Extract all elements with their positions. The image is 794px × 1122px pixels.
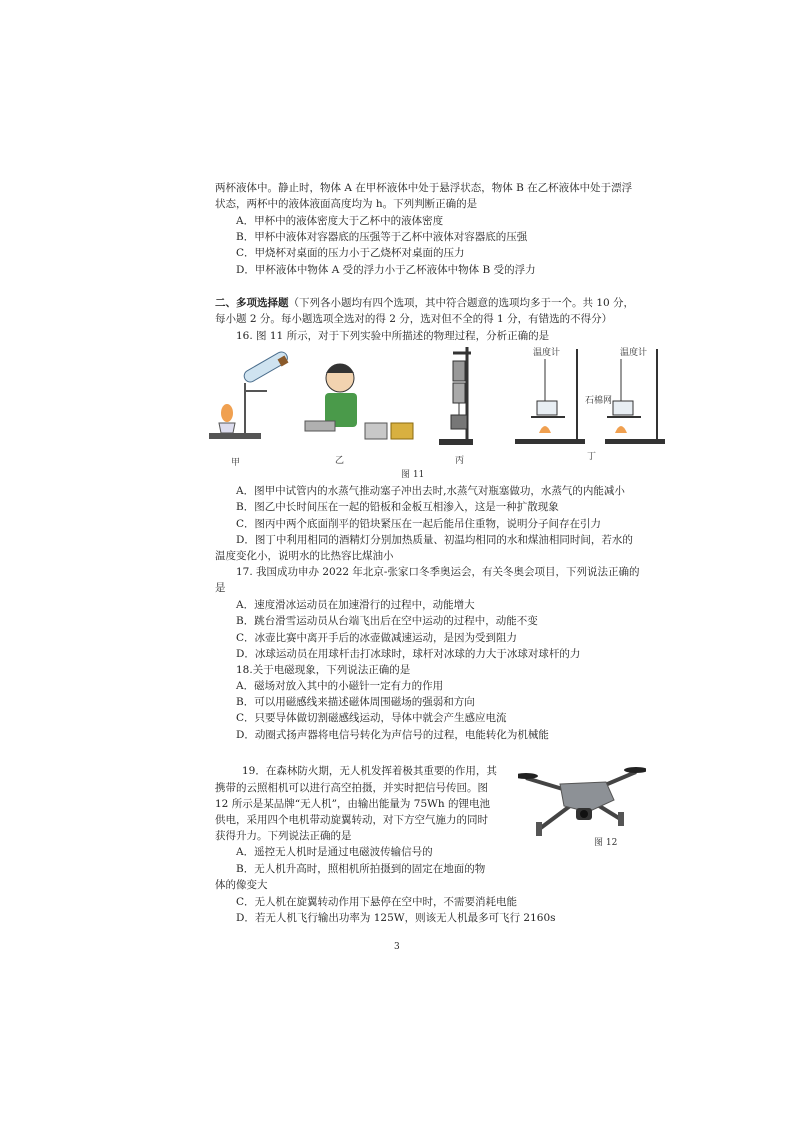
figure-label-jia: 甲 — [231, 458, 241, 468]
section2-heading-line — [215, 296, 634, 310]
figure-label-bing: 丙 — [455, 456, 465, 466]
q19-option-a: A．遥控无人机时是通过电磁波传输信号的 — [236, 846, 433, 858]
q16-option-a: A．图甲中试管内的水蒸气推动塞子冲出去时,水蒸气对瓶塞做功，水蒸气的内能减小 — [236, 485, 625, 497]
figure-11-drawing — [205, 343, 665, 483]
q17-option-b: B．跳台滑雪运动员从台端飞出后在空中运动的过程中，动能不变 — [236, 615, 538, 627]
q18-option-a: A．磁场对放入其中的小磁针一定有力的作用 — [236, 680, 444, 692]
q15-line1: 两杯液体中。静止时，物体 A 在甲杯液体中处于悬浮状态，物体 B 在乙杯液体中处于漂浮 — [215, 182, 633, 194]
figure-label-yi: 乙 — [335, 456, 345, 466]
figure-11 — [205, 343, 665, 483]
q18-option-d: D．动圈式扬声器将电信号转化为声信号的过程，电能转化为机械能 — [236, 729, 549, 741]
q16-option-c: C．图丙中两个底面削平的铅块紧压在一起后能吊住重物，说明分子间存在引力 — [236, 518, 602, 530]
q19-option-b: B．无人机升高时，照相机所拍摄到的固定在地面的物 — [236, 863, 486, 875]
q17-stem-cont: 是 — [215, 582, 226, 594]
section2-heading: 二、多项选择题 — [215, 297, 289, 309]
q19-option-d: D．若无人机飞行输出功率为 125W，则该无人机最多可飞行 2160s — [236, 912, 556, 924]
section2-desc1: （下列各小题均有四个选项，其中符合题意的选项均多于一个。共 10 分， — [288, 297, 635, 309]
figure-label-ding: 丁 — [587, 452, 597, 462]
q16-option-b: B．图乙中长时间压在一起的铅板和金板互相渗入，这是一种扩散现象 — [236, 501, 559, 513]
figure-yi-boy — [305, 364, 413, 439]
q15-line2: 状态，两杯中的液体液面高度均为 h。下列判断正确的是 — [215, 198, 478, 210]
q19-stem-5: 获得升力。下列说法正确的是 — [215, 830, 352, 842]
q16-option-d: D．图丁中利用相同的酒精灯分别加热质量、初温均相同的水和煤油相同时间，若水的 — [236, 534, 633, 546]
q16-option-d-cont: 温度变化小，说明水的比热容比煤油小 — [215, 550, 394, 562]
q15-option-b: B．甲杯中液体对容器底的压强等于乙杯中液体对容器底的压强 — [236, 231, 528, 243]
q19-stem-2: 携带的云照相机可以进行高空拍摄，并实时把信号传回。图 — [215, 782, 488, 794]
drone-drawing — [518, 760, 646, 850]
q17-option-c: C．冰壶比赛中离开手后的冰壶做减速运动，是因为受到阻力 — [236, 632, 518, 644]
figure-12-caption: 图 12 — [594, 838, 618, 848]
q17-stem: 17. 我国成功申办 2022 年北京-张家口冬季奥运会，有关冬奥会项目，下列说法正确的 — [236, 566, 640, 578]
q19-option-c: C．无人机在旋翼转动作用下悬停在空中时，不需要消耗电能 — [236, 896, 518, 908]
thermometer-label-1: 温度计 — [533, 348, 561, 358]
section2-desc2: 每小题 2 分。每小题选项全选对的得 2 分，选对但不全的得 1 分，有错选的不得分） — [215, 313, 613, 325]
q17-option-d: D．冰球运动员在用球杆击打冰球时，球杆对冰球的力大于冰球对球杆的力 — [236, 648, 581, 660]
q19-stem-3: 12 所示是某品牌“无人机”，由输出能量为 75Wh 的锂电池 — [215, 798, 491, 810]
asbestos-gauze-label: 石棉网 — [585, 396, 613, 406]
q16-stem: 16. 图 11 所示，对于下列实验中所描述的物理过程，分析正确的是 — [236, 330, 550, 342]
page-number: 3 — [394, 942, 400, 952]
q15-option-c: C．甲烧杯对桌面的压力小于乙烧杯对桌面的压力 — [236, 247, 465, 259]
q19-stem-4: 供电，采用四个电机带动旋翼转动，对下方空气施力的同时 — [215, 814, 488, 826]
thermometer-label-2: 温度计 — [620, 348, 648, 358]
figure-12-drone — [518, 760, 646, 850]
q19-option-b-cont: 体的像变大 — [215, 879, 268, 891]
q18-option-b: B．可以用磁感线来描述磁体周围磁场的强弱和方向 — [236, 696, 475, 708]
figure-jia-apparatus — [209, 350, 290, 439]
q15-option-d: D．甲杯液体中物体 A 受的浮力小于乙杯液体中物体 B 受的浮力 — [236, 264, 536, 276]
q17-option-a: A．速度滑冰运动员在加速滑行的过程中，动能增大 — [236, 599, 475, 611]
figure-11-caption: 图 11 — [401, 470, 425, 480]
q18-option-c: C．只要导体做切割磁感线运动，导体中就会产生感应电流 — [236, 712, 507, 724]
q18-stem: 18.关于电磁现象，下列说法正确的是 — [236, 664, 411, 676]
q15-option-a: A．甲杯中的液体密度大于乙杯中的液体密度 — [236, 215, 444, 227]
q19-stem-1: 19．在森林防火期，无人机发挥着极其重要的作用，其 — [242, 765, 497, 777]
figure-bing-stand — [439, 347, 473, 445]
